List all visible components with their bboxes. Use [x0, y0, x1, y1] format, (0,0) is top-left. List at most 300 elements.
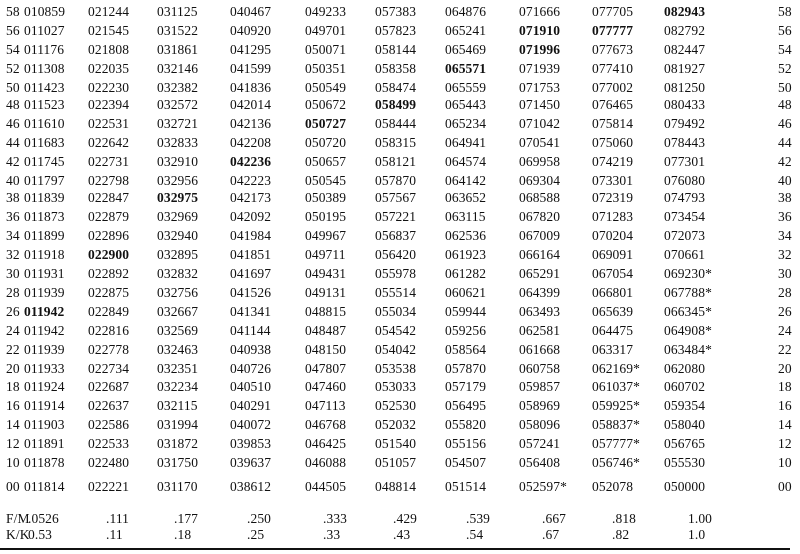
table-cell: 032572 [157, 97, 199, 112]
footer-cell: .33 [323, 527, 341, 542]
table-cell: 050000 [664, 479, 706, 494]
row-label-right: 14 [778, 417, 792, 432]
table-cell: 011814 [24, 479, 65, 494]
table-cell: 065559 [445, 80, 487, 95]
table-cell: 066164 [519, 247, 561, 262]
row-label-right: 24 [778, 323, 792, 338]
table-cell: 057221 [375, 209, 417, 224]
table-row [0, 265, 800, 282]
table-cell: 082792 [664, 23, 706, 38]
table-cell: 065241 [445, 23, 487, 38]
table-cell: 011683 [24, 135, 65, 150]
table-cell: 041851 [230, 247, 272, 262]
table-cell: 075060 [592, 135, 634, 150]
row-label-right: 50 [778, 80, 792, 95]
row-label-left: 14 [6, 417, 20, 432]
table-cell: 061282 [445, 266, 487, 281]
table-cell: 057777* [592, 436, 640, 451]
table-cell: 048814 [375, 479, 417, 494]
table-cell: 079492 [664, 116, 706, 131]
table-cell: 031170 [157, 479, 198, 494]
table-cell: 031522 [157, 23, 199, 38]
table-cell: 049967 [305, 228, 347, 243]
table-row [0, 79, 800, 96]
table-cell: 031861 [157, 42, 199, 57]
table-cell: 050549 [305, 80, 347, 95]
table-cell: 022847 [88, 190, 130, 205]
table-cell: 032667 [157, 304, 199, 319]
footer-cell: .111 [106, 511, 130, 526]
table-cell: 021808 [88, 42, 130, 57]
table-cell: 056408 [519, 455, 561, 470]
footer-cell: .818 [612, 511, 637, 526]
table-cell: 041295 [230, 42, 272, 57]
table-cell: 065639 [592, 304, 634, 319]
table-cell: 039637 [230, 455, 272, 470]
table-cell: 057383 [375, 4, 417, 19]
table-cell: 041144 [230, 323, 271, 338]
row-label-right: 44 [778, 135, 792, 150]
row-label-right: 34 [778, 228, 792, 243]
table-row [0, 208, 800, 225]
table-cell: 057179 [445, 379, 487, 394]
footer-cell: 1.00 [688, 511, 713, 526]
table-cell: 032910 [157, 154, 199, 169]
table-cell: 063652 [445, 190, 487, 205]
table-cell: 080433 [664, 97, 706, 112]
table-cell: 069230* [664, 266, 712, 281]
table-cell: 062169* [592, 361, 640, 376]
table-cell: 058121 [375, 154, 417, 169]
table-cell: 042173 [230, 190, 272, 205]
table-cell: 077002 [592, 80, 634, 95]
table-row [0, 360, 800, 377]
table-cell: 010859 [24, 4, 66, 19]
table-cell: 064876 [445, 4, 487, 19]
table-cell: 059944 [445, 304, 487, 319]
footer-cell: 1.0 [688, 527, 706, 542]
row-label-right: 42 [778, 154, 792, 169]
table-cell: 050195 [305, 209, 347, 224]
footer-cell: .25 [247, 527, 265, 542]
row-label-right: 16 [778, 398, 792, 413]
table-cell: 032115 [157, 398, 198, 413]
footer-cell: .177 [174, 511, 199, 526]
row-label-right: 54 [778, 42, 792, 57]
footer-cell: .0526 [28, 511, 59, 526]
table-row [0, 60, 800, 77]
table-cell: 032975 [157, 190, 199, 205]
row-label-right: 20 [778, 361, 792, 376]
footer-cell: .18 [174, 527, 192, 542]
table-cell: 032234 [157, 379, 199, 394]
table-cell: 057870 [375, 173, 417, 188]
table-cell: 057823 [375, 23, 417, 38]
row-label-right: 32 [778, 247, 792, 262]
table-cell: 064908* [664, 323, 712, 338]
table-cell: 067054 [592, 266, 634, 281]
table-cell: 022586 [88, 417, 130, 432]
table-row [0, 284, 800, 301]
table-cell: 022230 [88, 80, 130, 95]
table-cell: 022687 [88, 379, 130, 394]
table-cell: 011931 [24, 266, 65, 281]
table-cell: 073454 [664, 209, 706, 224]
table-cell: 041341 [230, 304, 272, 319]
table-cell: 065443 [445, 97, 487, 112]
table-cell: 071753 [519, 80, 561, 95]
footer-cell: .11 [106, 527, 123, 542]
row-label-left: 40 [6, 173, 20, 188]
table-cell: 022879 [88, 209, 130, 224]
row-label-right: 38 [778, 190, 792, 205]
table-cell: 077301 [664, 154, 706, 169]
table-row [0, 378, 800, 395]
row-label-left: 10 [6, 455, 20, 470]
table-cell: 039853 [230, 436, 272, 451]
row-label-right: 58 [778, 4, 792, 19]
table-cell: 071910 [519, 23, 561, 38]
table-cell: 071042 [519, 116, 561, 131]
table-row [0, 341, 800, 358]
table-cell: 050657 [305, 154, 347, 169]
table-cell: 046088 [305, 455, 347, 470]
table-cell: 022480 [88, 455, 130, 470]
table-cell: 050389 [305, 190, 347, 205]
table-cell: 063484* [664, 342, 712, 357]
table-cell: 068588 [519, 190, 561, 205]
row-label-right: 36 [778, 209, 792, 224]
table-cell: 022798 [88, 173, 130, 188]
row-label-left: 50 [6, 80, 20, 95]
table-cell: 057241 [519, 436, 561, 451]
row-label-left: 38 [6, 190, 20, 205]
row-label-left: 36 [6, 209, 20, 224]
table-cell: 064475 [592, 323, 634, 338]
table-cell: 071996 [519, 42, 561, 57]
table-row [0, 189, 800, 206]
table-cell: 050672 [305, 97, 347, 112]
row-label-left: 00 [6, 479, 20, 494]
table-cell: 070204 [592, 228, 634, 243]
row-label-left: 34 [6, 228, 20, 243]
table-cell: 055820 [445, 417, 487, 432]
table-cell: 011610 [24, 116, 65, 131]
table-cell: 041526 [230, 285, 272, 300]
table-cell: 073301 [592, 173, 634, 188]
table-cell: 059354 [664, 398, 706, 413]
table-cell: 022731 [88, 154, 130, 169]
table-cell: 042092 [230, 209, 272, 224]
table-cell: 011523 [24, 97, 65, 112]
table-cell: 060758 [519, 361, 561, 376]
table-cell: 054542 [375, 323, 417, 338]
table-cell: 081927 [664, 61, 706, 76]
table-cell: 065234 [445, 116, 487, 131]
table-cell: 071666 [519, 4, 561, 19]
footer-cell: .667 [542, 511, 567, 526]
table-cell: 021545 [88, 23, 130, 38]
table-cell: 049431 [305, 266, 347, 281]
row-label-left: 48 [6, 97, 20, 112]
table-cell: 066801 [592, 285, 634, 300]
row-label-left: 28 [6, 285, 20, 300]
table-cell: 022533 [88, 436, 130, 451]
table-cell: 032463 [157, 342, 199, 357]
row-label-left: 16 [6, 398, 20, 413]
table-cell: 041697 [230, 266, 272, 281]
table-cell: 022849 [88, 304, 130, 319]
table-cell: 050351 [305, 61, 347, 76]
table-cell: 077673 [592, 42, 634, 57]
table-cell: 054507 [445, 455, 487, 470]
table-cell: 042136 [230, 116, 272, 131]
table-row [0, 96, 800, 113]
table-cell: 069958 [519, 154, 561, 169]
table-cell: 011878 [24, 455, 65, 470]
table-cell: 049701 [305, 23, 347, 38]
table-cell: 058358 [375, 61, 417, 76]
table-cell: 022816 [88, 323, 130, 338]
table-cell: 070661 [664, 247, 706, 262]
table-cell: 049233 [305, 4, 347, 19]
table-row [0, 172, 800, 189]
table-cell: 011942 [24, 304, 65, 319]
table-row [0, 303, 800, 320]
table-cell: 064574 [445, 154, 487, 169]
footer-label: F/M [6, 511, 30, 526]
table-cell: 032146 [157, 61, 199, 76]
table-cell: 011939 [24, 285, 65, 300]
table-cell: 074793 [664, 190, 706, 205]
table-row [0, 454, 800, 471]
table-cell: 052530 [375, 398, 417, 413]
row-label-left: 52 [6, 61, 20, 76]
table-cell: 072319 [592, 190, 634, 205]
table-cell: 047807 [305, 361, 347, 376]
table-cell: 040510 [230, 379, 272, 394]
table-cell: 067820 [519, 209, 561, 224]
table-cell: 032382 [157, 80, 199, 95]
table-cell: 052597* [519, 479, 567, 494]
table-cell: 032969 [157, 209, 199, 224]
footer-cell: 0.53 [28, 527, 53, 542]
table-row [0, 115, 800, 132]
table-cell: 067009 [519, 228, 561, 243]
table-cell: 052032 [375, 417, 417, 432]
table-row [0, 3, 800, 20]
table-cell: 059925* [592, 398, 640, 413]
table-cell: 058564 [445, 342, 487, 357]
footer-cell: .250 [247, 511, 272, 526]
table-cell: 063317 [592, 342, 634, 357]
table-cell: 032833 [157, 135, 199, 150]
table-cell: 022778 [88, 342, 130, 357]
table-cell: 064941 [445, 135, 487, 150]
table-row [0, 435, 800, 452]
table-cell: 051514 [445, 479, 487, 494]
table-cell: 060702 [664, 379, 706, 394]
table-cell: 022221 [88, 479, 130, 494]
footer-cell: .539 [466, 511, 491, 526]
table-cell: 061668 [519, 342, 561, 357]
table-cell: 046768 [305, 417, 347, 432]
table-cell: 056765 [664, 436, 706, 451]
table-cell: 031125 [157, 4, 198, 19]
table-cell: 056837 [375, 228, 417, 243]
table-cell: 058837* [592, 417, 640, 432]
table-cell: 078443 [664, 135, 706, 150]
row-label-left: 32 [6, 247, 20, 262]
table-cell: 022734 [88, 361, 130, 376]
table-cell: 062536 [445, 228, 487, 243]
table-cell: 056746* [592, 455, 640, 470]
table-cell: 063115 [445, 209, 486, 224]
table-row [0, 416, 800, 433]
row-label-right: 00 [778, 479, 792, 494]
footer-label: K/K [6, 527, 30, 542]
table-row [0, 41, 800, 58]
table-cell: 065469 [445, 42, 487, 57]
bottom-rule [0, 548, 790, 550]
row-label-right: 22 [778, 342, 792, 357]
footer-row [0, 526, 800, 543]
table-cell: 011924 [24, 379, 65, 394]
table-cell: 077777 [592, 23, 634, 38]
table-cell: 070541 [519, 135, 561, 150]
table-row [0, 322, 800, 339]
table-row [0, 134, 800, 151]
table-cell: 061037* [592, 379, 640, 394]
table-cell: 058444 [375, 116, 417, 131]
table-cell: 082943 [664, 4, 706, 19]
table-cell: 055978 [375, 266, 417, 281]
table-cell: 067788* [664, 285, 712, 300]
table-cell: 062581 [519, 323, 561, 338]
table-cell: 059256 [445, 323, 487, 338]
table-cell: 041984 [230, 228, 272, 243]
table-cell: 031872 [157, 436, 199, 451]
row-label-right: 46 [778, 116, 792, 131]
table-cell: 011903 [24, 417, 65, 432]
table-cell: 058144 [375, 42, 417, 57]
table-cell: 011914 [24, 398, 65, 413]
footer-cell: .67 [542, 527, 560, 542]
row-label-left: 22 [6, 342, 20, 357]
footer-cell: .333 [323, 511, 348, 526]
row-label-right: 18 [778, 379, 792, 394]
row-label-right: 28 [778, 285, 792, 300]
table-cell: 053033 [375, 379, 417, 394]
table-cell: 058969 [519, 398, 561, 413]
table-cell: 032569 [157, 323, 199, 338]
table-cell: 056420 [375, 247, 417, 262]
table-cell: 011942 [24, 323, 65, 338]
table-cell: 044505 [305, 479, 347, 494]
table-cell: 022892 [88, 266, 130, 281]
row-label-left: 18 [6, 379, 20, 394]
table-cell: 032351 [157, 361, 199, 376]
table-cell: 040072 [230, 417, 272, 432]
table-row [0, 22, 800, 39]
table-cell: 054042 [375, 342, 417, 357]
table-cell: 040291 [230, 398, 272, 413]
table-cell: 048487 [305, 323, 347, 338]
row-label-left: 58 [6, 4, 20, 19]
table-cell: 032895 [157, 247, 199, 262]
table-cell: 082447 [664, 42, 706, 57]
table-cell: 065291 [519, 266, 561, 281]
row-label-left: 46 [6, 116, 20, 131]
row-label-left: 12 [6, 436, 20, 451]
table-row [0, 153, 800, 170]
table-cell: 055514 [375, 285, 417, 300]
table-cell: 072073 [664, 228, 706, 243]
row-label-left: 42 [6, 154, 20, 169]
row-label-left: 26 [6, 304, 20, 319]
table-cell: 011423 [24, 80, 65, 95]
table-cell: 069304 [519, 173, 561, 188]
row-label-left: 56 [6, 23, 20, 38]
table-cell: 011939 [24, 342, 65, 357]
table-cell: 031994 [157, 417, 199, 432]
table-cell: 011918 [24, 247, 65, 262]
table-cell: 011933 [24, 361, 65, 376]
table-cell: 047113 [305, 398, 346, 413]
table-cell: 059857 [519, 379, 561, 394]
table-cell: 064142 [445, 173, 487, 188]
table-cell: 011797 [24, 173, 65, 188]
row-label-left: 20 [6, 361, 20, 376]
row-label-right: 40 [778, 173, 792, 188]
footer-row [0, 510, 800, 527]
table-cell: 048150 [305, 342, 347, 357]
table-cell: 050545 [305, 173, 347, 188]
table-cell: 071283 [592, 209, 634, 224]
table-cell: 042223 [230, 173, 272, 188]
footer-cell: .82 [612, 527, 630, 542]
table-cell: 052078 [592, 479, 634, 494]
table-cell: 022896 [88, 228, 130, 243]
table-cell: 071450 [519, 97, 561, 112]
table-cell: 057870 [445, 361, 487, 376]
table-cell: 032832 [157, 266, 199, 281]
table-cell: 065571 [445, 61, 487, 76]
footer-cell: .43 [393, 527, 411, 542]
row-label-right: 26 [778, 304, 792, 319]
table-cell: 011745 [24, 154, 65, 169]
table-cell: 011899 [24, 228, 65, 243]
row-label-left: 44 [6, 135, 20, 150]
table-cell: 011891 [24, 436, 65, 451]
table-cell: 021244 [88, 4, 130, 19]
table-cell: 058499 [375, 97, 417, 112]
table-cell: 011176 [24, 42, 65, 57]
row-label-right: 30 [778, 266, 792, 281]
table-cell: 077705 [592, 4, 634, 19]
table-cell: 055156 [445, 436, 487, 451]
table-cell: 058040 [664, 417, 706, 432]
table-row [0, 478, 800, 495]
table-cell: 076080 [664, 173, 706, 188]
table-cell: 032756 [157, 285, 199, 300]
table-cell: 077410 [592, 61, 634, 76]
table-cell: 050727 [305, 116, 347, 131]
table-cell: 051057 [375, 455, 417, 470]
table-cell: 011308 [24, 61, 65, 76]
table-cell: 049131 [305, 285, 347, 300]
table-cell: 041599 [230, 61, 272, 76]
